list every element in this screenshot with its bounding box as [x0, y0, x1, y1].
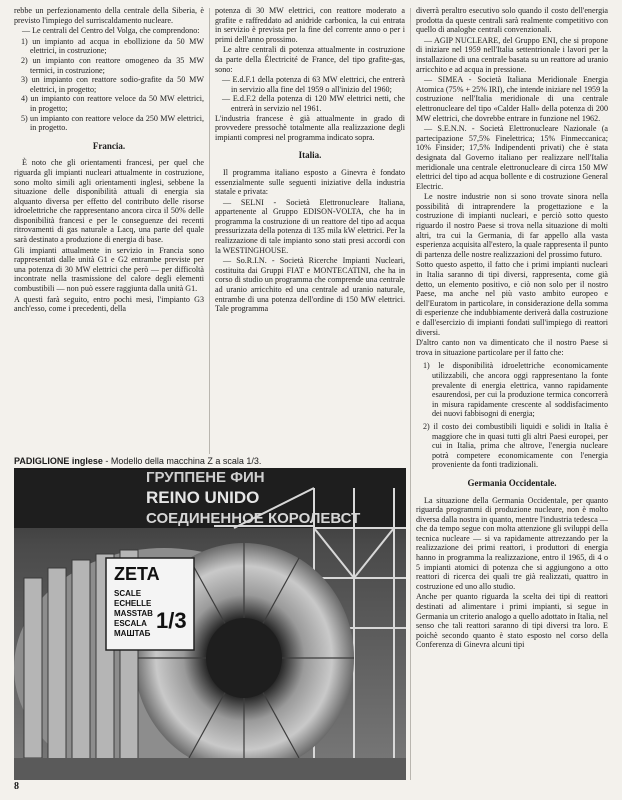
italy-list: [416, 361, 608, 470]
paragraph: — AGIP NUCLEARE, del Gruppo ENI, che si propone di iniziare nel 1959 nell'Italia settentrionale i lavori per la installazione di una centrale basata su un reattore ad uranio arricchito e ad acqua in pressione.: [416, 35, 608, 74]
list-item: 1) un impianto ad acqua in ebollizione da 50 MW elettrici, in costruzione;: [21, 36, 204, 56]
paragraph: Il programma italiano esposto a Ginevra è fondato essenzialmente sulle seguenti iniziative della industria statale e privata:: [215, 167, 405, 197]
zeta-machine-photo: [14, 468, 406, 780]
paragraph: — S.E.N.N. - Società Elettronucleare Nazionale (a partecipazione 57,5% Finelettrica; 15% Finmeccanica; 10% Finsider; 17,5% Indipendenti privati) che è stata designata dal Governo italiano per realizzare nell'Italia meridionale una centrale elettronucleare di circa 150 MW elettrici del tipo ad acqua bollente e di costruzione General Electric.: [416, 124, 608, 191]
paragraph: L'industria francese è già attualmente in grado di provvedere pressochè totalmente alla realizzazione degli impianti compresi nel programma indicato sopra.: [215, 113, 405, 142]
list-item: — E.d.F.2 della potenza di 120 MW elettrici netti, che entrerà in servizio nel 1961.: [222, 94, 405, 113]
section-heading-germania: Germania Occidentale.: [467, 477, 557, 488]
list-item: — E.d.F.1 della potenza di 63 MW elettrici, che entrerà in servizio alla fine del 1959 o all'inizio del 1960;: [222, 75, 405, 94]
list-item: 3) un impianto con reattore sodio-grafite da 50 MW elettrici, in progetto;: [21, 75, 204, 94]
paragraph: — SIMEA - Società Italiana Meridionale Energia Atomica (75% + 25% IRI), che intende iniziare nel 1959 la costruzione nell'Italia meridionale di una centrale elettronucleare del tipo «Calder Hall» della potenza di 200 MW elettrici, che dovrebbe entrare in funzione nel 1962.: [416, 75, 608, 123]
paragraph: — SELNI - Società Elettronucleare Italiana, appartenente al Gruppo EDISON-VOLTA, che ha in programma la costruzione di un reattore del tipo ad acqua pressurizzata della potenza di 135 mila kW elettrici. Per la realizzazione di tale impianto sono stati presi accordi con la WESTINGHOUSE.: [215, 197, 405, 255]
figure-caption: [14, 456, 406, 466]
sign-line: SCALE: [114, 589, 142, 598]
paragraph: Le nostre industrie non si sono trovate sinora nella possibilità di intraprendere la progettazione e la costruzione di impianti nucleari, e perciò sotto questo riguardo il nostro Paese si trova nella situazione di molti altri, tra cui la Germania, di far appello alla vasta esperienza acquisita all'estero, la quale rappresenta il punto di partenza delle nostre realizzazioni del prossimo futuro.: [416, 192, 608, 259]
sign-line: ESCALA: [114, 619, 147, 628]
paragraph: È noto che gli orientamenti francesi, per quel che riguarda gli impianti nucleari attualmente in costruzione, sono molto simili agli orientamenti inglesi, sebbene la situazione delle disponibilità attuali di energia sia alquanto diversa per effetto del contributo delle risorse idroelettriche che rappresentano ancora circa il 50% delle disponibilità francesi e per le conseguenze dei recenti ritrovamenti di gas naturale a Lacq, una parte del quale sarà destinato a produzione di energia di base.: [14, 158, 204, 245]
banner-line-3: СОЕДИНЕННОЕ КОРОЛЕВСТ: [146, 510, 361, 527]
paragraph: Sotto questo aspetto, il fatto che i primi impianti nucleari in Italia saranno di tipi diversi, rappresenta, come già detto, un elemento positivo, e ciò non solo per il nostro Paese, ma anche nel più vasto ambito europeo e dell'Euratom in particolare, in considerazione della somma di esperienze che indubbiamente deriverà dalla costruzione e dall'esercizio di impianti fondati sull'impiego di reattori diversi.: [416, 260, 608, 337]
paragraph: A questi farà seguito, entro pochi mesi, l'impianto G3 anch'esso, come i precedenti, della: [14, 294, 204, 314]
paragraph: Anche per quanto riguarda la scelta dei tipi di reattori destinati ad alimentare i primi impianti, si segue in Germania un criterio analogo a quello adottato in Italia, nel senso che tali reattori saranno di tipi diversi tra loro. E poichè secondo quanto è stato esposto nel corso della Conferenza di Ginevra alcuni tipi: [416, 592, 608, 650]
paragraph: La situazione della Germania Occidentale, per quanto riguarda programmi di produzione nucleare, non è molto diversa dalla nostra in quanto, mentre l'industria tedesca — che da tempo segue con molta attenzione gli sviluppi della tecnica nucleare — si va rapidamente attrezzando per la realizzazione dei primi reattori, i produttori di energia hanno in programma la realizzazione, entro il 1965, di 4 o 5 impianti atomici di potenza che si aggiungono a otto reattori di ricerca dei quali tre già realizzati, quattro in costruzione ed uno allo studio.: [416, 495, 608, 591]
text-column-1: [14, 6, 204, 456]
banner-line-2: REINO UNIDO: [146, 488, 260, 507]
page-number: 8: [14, 781, 19, 792]
paragraph: — Le centrali del Centro del Volga, che comprendono:: [22, 26, 200, 36]
sign-fraction: 1/3: [156, 608, 187, 633]
caption-bold: PADIGLIONE inglese: [14, 456, 103, 466]
section-heading-francia: Francia.: [92, 140, 126, 151]
list-item: 5) un impianto con reattore veloce da 250 MW elettrici, in progetto.: [21, 113, 204, 133]
text-column-3: [416, 6, 608, 788]
paragraph: D'altro canto non va dimenticato che il nostro Paese si trova in situazione particolare per il fatto che:: [416, 338, 608, 357]
edf-list: [215, 75, 405, 113]
paragraph: rebbe un perfezionamento della centrale della Siberia, è previsto l'impiego del surriscaldamento nucleare.: [14, 6, 204, 25]
banner-line-1: ГРУППЕНЕ ФИН: [146, 469, 265, 486]
paragraph: diverrà peraltro esecutivo solo quando il costo dell'energia prodotta da queste centrali sarà realmente competitivo con quello di analoghe centrali convenzionali.: [416, 6, 608, 35]
paragraph: Gli impianti attualmente in servizio in Francia sono rappresentati dalle unità G1 e G2 entrambe previste per una potenza di 30 MW elettrici che però — per difficoltà incontrate nella trasmissione del calore degli elementi combustibili — non può essere raggiunta dalla unità G1.: [14, 245, 204, 294]
paragraph: — So.R.I.N. - Società Ricerche Impianti Nucleari, costituita dai Gruppi FIAT e MONTECATINI, che ha in corso di studio un programma che comprende una centrale ad uranio arricchito ed una centrale ad uranio naturale, entrambe di una potenza dell'ordine di 150 MW elettrici. Tale programma: [215, 256, 405, 314]
sign-line: MASSTAB: [114, 609, 153, 618]
sign-title: ZETA: [114, 564, 160, 584]
list-item: 4) un impianto con reattore veloce da 50 MW elettrici, in progetto;: [21, 94, 204, 113]
paragraph: Le altre centrali di potenza attualmente in costruzione da parte della Électricité de France, del tipo grafite-gas, sono:: [215, 45, 405, 74]
text-column-2: [215, 6, 405, 456]
caption-text: - Modello della macchina Z a scala 1/3.: [102, 456, 262, 466]
list-item: 2) un impianto con reattore omogeneo da 35 MW termici, in costruzione;: [21, 55, 204, 75]
section-heading-italia: Italia.: [298, 150, 322, 161]
column-rule: [410, 8, 411, 780]
column-rule: [209, 8, 210, 454]
sign-line: МАШТАБ: [114, 629, 151, 638]
volga-list: [14, 37, 204, 133]
list-item: 1) le disponibilità idroelettriche economicamente utilizzabili, che ancora oggi rappresentano la fonte prevalente di energia elettrica, vanno rapidamente esaurendosi, per cui la produzione termica concorrerà in misura rapidamente crescente al soddisfacimento dei nuovi fabbisogni di energia;: [423, 361, 608, 419]
paragraph: potenza di 30 MW elettrici, con reattore moderato a grafite e raffreddato ad anidride carbonica, la cui entrata in servizio è prevista per la fine del corrente anno o per i primi dell'anno prossimo.: [215, 6, 405, 44]
sign-line: ECHELLE: [114, 599, 152, 608]
list-item: 2) il costo dei combustibili liquidi e solidi in Italia è maggiore che in quasi tutti gli altri Paesi europei, per cui in Italia, prima che altrove, l'energia nucleare potrà competere economicamente con l'energia proveniente da fonti tradizionali.: [423, 421, 608, 470]
